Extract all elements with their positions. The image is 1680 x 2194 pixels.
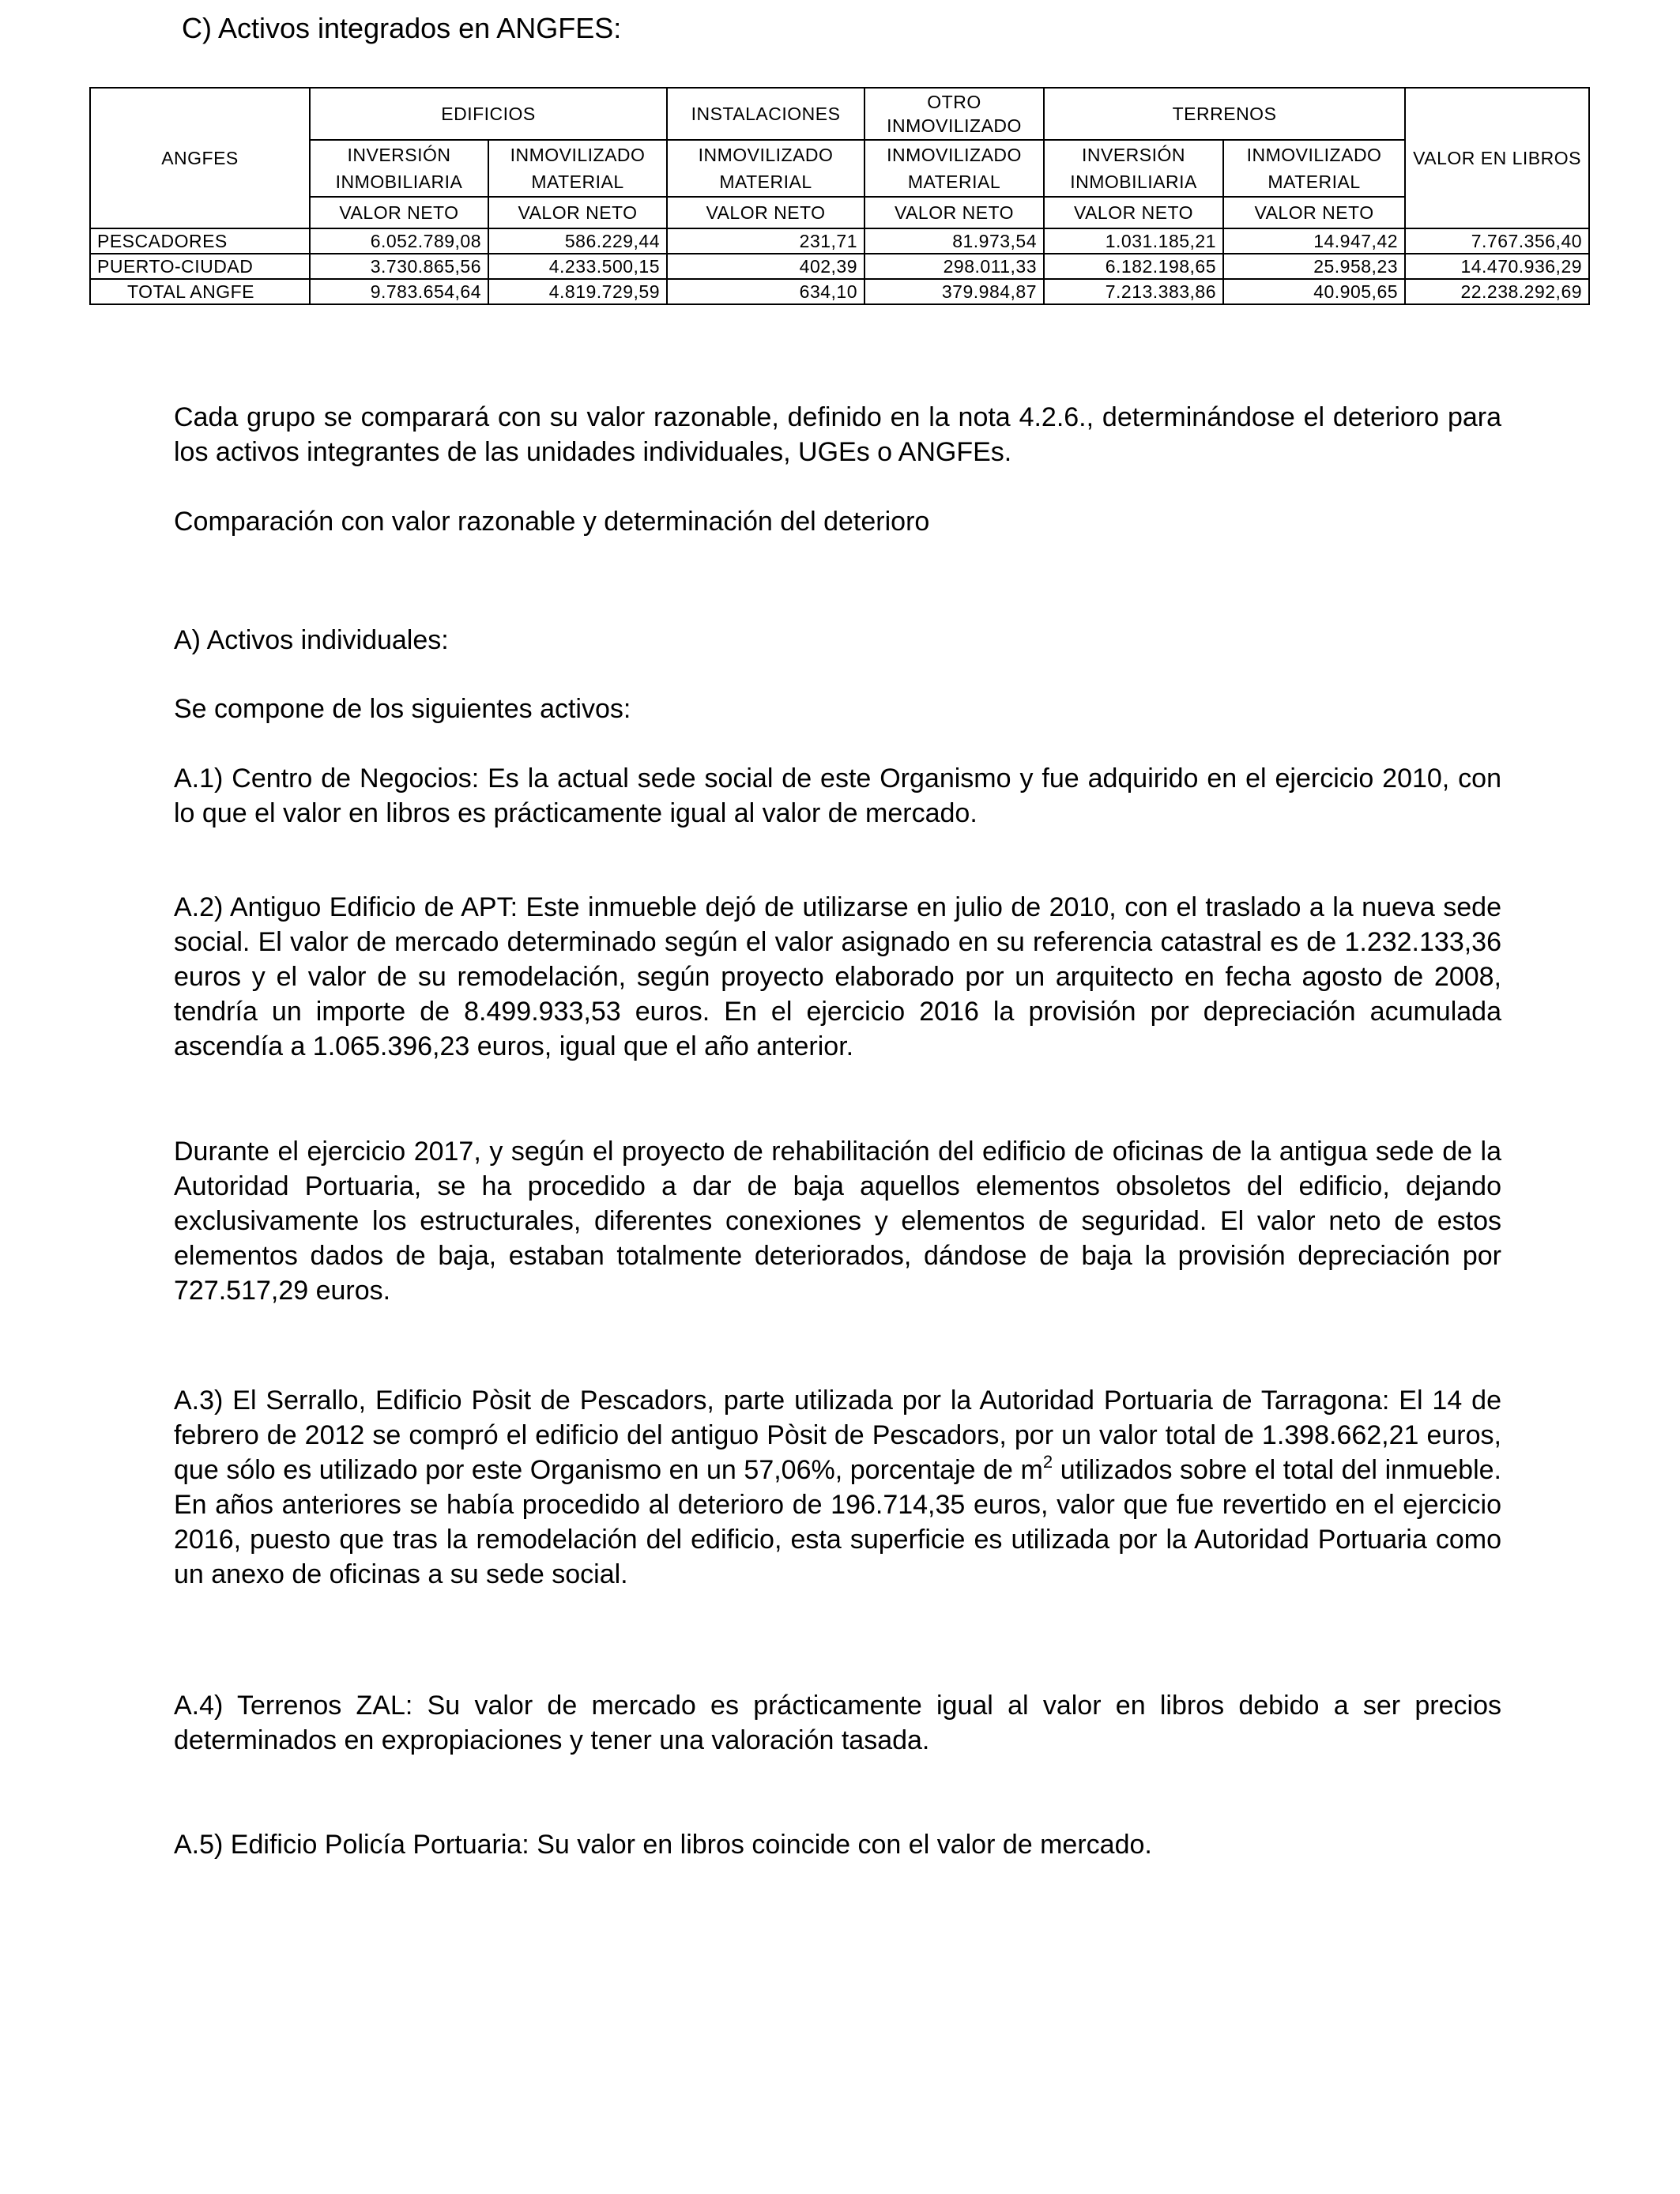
table-row	[90, 254, 1589, 279]
cell-value: 402,39	[667, 254, 864, 279]
paragraph-a3	[174, 1383, 1501, 1592]
header-instalaciones: INSTALACIONES	[667, 88, 864, 140]
section-heading-c: C) Activos integrados en ANGFES:	[182, 12, 622, 44]
cell-value: 14.947,42	[1223, 228, 1405, 254]
paragraph-a2: A.2) Antiguo Edificio de APT: Este inmueble dejó de utilizarse en julio de 2010, con el traslado a la nueva sede social. El valor de mercado determinado según el valor asignado en su referencia catastral es de 1.232.133,36 euros y el valor de su remodelación, según proyecto elaborado por un arquitecto en fecha agosto de 2008, tendría un importe de 8.499.933,53 euros. En el ejercicio 2016 la provisión por depreciación acumulada ascendía a 1.065.396,23 euros, igual que el año anterior.	[174, 892, 1501, 1061]
paragraph-a2-2017: Durante el ejercicio 2017, y según el proyecto de rehabilitación del edificio de oficinas de la antigua sede de la Autoridad Portuaria, se ha procedido a dar de baja aquellos elementos obsoletos del edificio, dejando exclusivamente los estructurales, diferentes conexiones y elementos de seguridad. El valor neto de estos elementos dados de baja, estaban totalmente deteriorados, dándose de baja la provisión depreciación por 727.517,29 euros.	[174, 1137, 1501, 1306]
cell-value: 1.031.185,21	[1044, 228, 1223, 254]
paragraph-a4: A.4) Terrenos ZAL: Su valor de mercado es prácticamente igual al valor en libros debido a ser precios determinados en expropiaciones y tener una valoración tasada.	[174, 1691, 1501, 1755]
valor-neto-label: VALOR NETO	[310, 197, 488, 228]
header-otro-inmovilizado: OTRO INMOVILIZADO	[864, 88, 1044, 140]
valor-neto-label: VALOR NETO	[864, 197, 1044, 228]
table-row	[90, 228, 1589, 254]
cell-value: 634,10	[667, 279, 864, 304]
subheader-edificios-inversion: INVERSIÓN INMOBILIARIA	[310, 140, 488, 197]
cell-value: 6.182.198,65	[1044, 254, 1223, 279]
valor-neto-label: VALOR NETO	[1044, 197, 1223, 228]
subheader-edificios-inmovilizado: INMOVILIZADO MATERIAL	[488, 140, 667, 197]
subheader-instalaciones-inmovilizado: INMOVILIZADO MATERIAL	[667, 140, 864, 197]
cell-value: 9.783.654,64	[310, 279, 488, 304]
section-heading-a: A) Activos individuales:	[174, 625, 449, 655]
header-edificios: EDIFICIOS	[310, 88, 667, 140]
paragraph-comparison-intro: Cada grupo se comparará con su valor razonable, definido en la nota 4.2.6., determinándose el deterioro para los activos integrantes de las unidades individuales, UGEs o ANGFEs.	[174, 402, 1501, 467]
cell-value: 4.233.500,15	[488, 254, 667, 279]
row-name: TOTAL ANGFE	[90, 279, 310, 304]
header-angfes: ANGFES	[90, 88, 310, 228]
paragraph-comparison-heading: Comparación con valor razonable y determinación del deterioro	[174, 507, 930, 537]
cell-value: 22.238.292,69	[1405, 279, 1589, 304]
valor-neto-label: VALOR NETO	[667, 197, 864, 228]
angfes-assets-table	[89, 87, 1590, 305]
cell-value: 379.984,87	[864, 279, 1044, 304]
cell-value: 4.819.729,59	[488, 279, 667, 304]
paragraph-a1: A.1) Centro de Negocios: Es la actual sede social de este Organismo y fue adquirido en el ejercicio 2010, con lo que el valor en libros es prácticamente igual al valor de mercado.	[174, 763, 1501, 828]
superscript-2: 2	[1042, 1452, 1053, 1472]
row-name: PESCADORES	[90, 228, 310, 254]
valor-neto-label: VALOR NETO	[1223, 197, 1405, 228]
paragraph-composition: Se compone de los siguientes activos:	[174, 694, 631, 724]
row-name: PUERTO-CIUDAD	[90, 254, 310, 279]
cell-value: 81.973,54	[864, 228, 1044, 254]
cell-value: 586.229,44	[488, 228, 667, 254]
cell-value: 40.905,65	[1223, 279, 1405, 304]
cell-value: 231,71	[667, 228, 864, 254]
valor-neto-label: VALOR NETO	[488, 197, 667, 228]
cell-value: 14.470.936,29	[1405, 254, 1589, 279]
subheader-terrenos-inmovilizado: INMOVILIZADO MATERIAL	[1223, 140, 1405, 197]
cell-value: 6.052.789,08	[310, 228, 488, 254]
header-valor-en-libros: VALOR EN LIBROS	[1405, 88, 1589, 228]
cell-value: 3.730.865,56	[310, 254, 488, 279]
header-terrenos: TERRENOS	[1044, 88, 1405, 140]
table-row-total	[90, 279, 1589, 304]
cell-value: 7.767.356,40	[1405, 228, 1589, 254]
subheader-terrenos-inversion: INVERSIÓN INMOBILIARIA	[1044, 140, 1223, 197]
cell-value: 7.213.383,86	[1044, 279, 1223, 304]
paragraph-a5: A.5) Edificio Policía Portuaria: Su valor en libros coincide con el valor de mercado.	[174, 1830, 1152, 1860]
cell-value: 25.958,23	[1223, 254, 1405, 279]
subheader-otro-inmovilizado: INMOVILIZADO MATERIAL	[864, 140, 1044, 197]
paragraph-a3-part1: A.3) El Serrallo, Edificio Pòsit de Pescadors, parte utilizada por la Autoridad Portuaria de Tarragona: El 14 de febrero de 2012 se compró el edificio del antiguo Pòsit de Pescadors, por un valor total de 1.398.662,21 euros, que sólo es utilizado por este Organismo en un 57,06%, porcentaje de m	[174, 1385, 1501, 1485]
cell-value: 298.011,33	[864, 254, 1044, 279]
paragraph-a3-part2: utilizados sobre el total del inmueble. En años anteriores se había procedido al deterioro de 196.714,35 euros, valor que fue revertido en el ejercicio 2016, puesto que tras la remodelación del edificio, esta superficie es utilizada por la Autoridad Portuaria como un anexo de oficinas a su sede social.	[174, 1455, 1501, 1589]
